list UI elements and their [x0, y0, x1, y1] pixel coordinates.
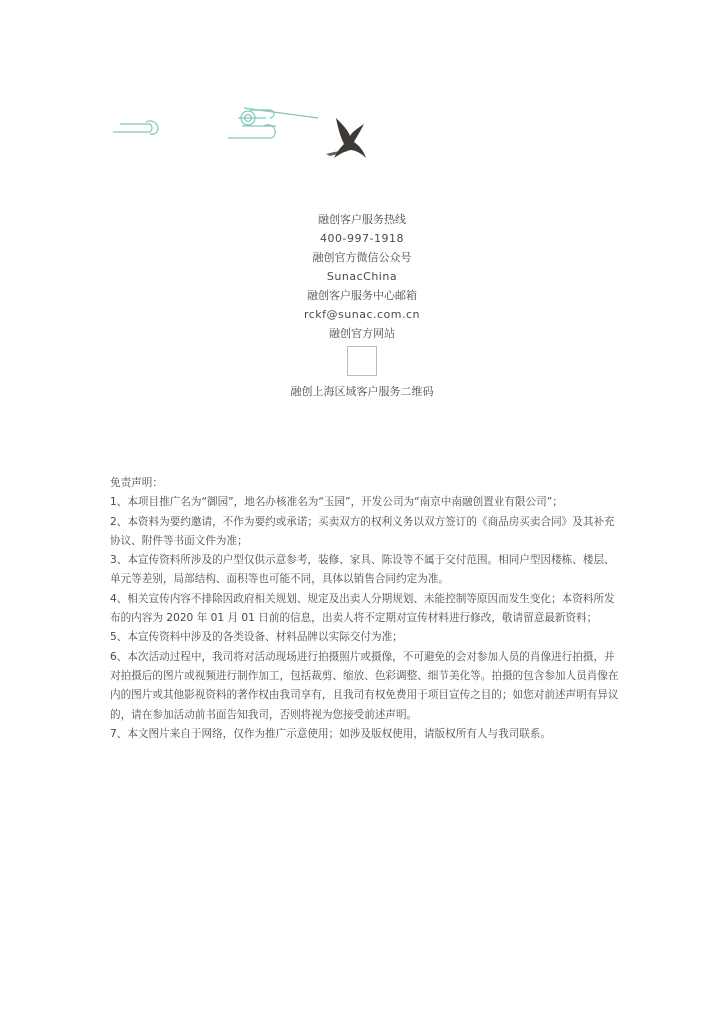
- website-label: 融创官方网站: [329, 327, 395, 340]
- disclaimer-item-6: 6、本次活动过程中，我司将对活动现场进行拍摄照片或摄像，不可避免的会对参加人员的肖像进行拍摄，并对拍摄后的图片或视频进行制作加工，包括裁剪、缩放、色彩调整、细节美化等。拍摄的包含参加人员肖像在内的图片或其他影视资料的著作权由我司享有，且我司有权免费用于项目宣传之目的；如您对前述声明有异议的，请在参加活动前书面告知我司，否则将视为您接受前述声明。: [110, 650, 619, 721]
- hotline-number: 400-997-1918: [320, 232, 404, 245]
- disclaimer-item-1: 1、本项目推广名为“御园”，地名办核准名为“玉园”，开发公司为“南京中南融创置业有限公司”；: [110, 496, 563, 509]
- disclaimer-item-5: 5、本宣传资料中涉及的各类设备、材料品牌以实际交付为准；: [110, 631, 403, 644]
- wechat-label: 融创官方微信公众号: [312, 251, 412, 264]
- cloud-motif-left: [113, 121, 158, 134]
- qr-caption: 融创上海区域客户服务二维码: [290, 385, 434, 398]
- qr-code-placeholder: [347, 346, 377, 376]
- disclaimer-item-4: 4、相关宣传内容不排除因政府相关规划、规定及出卖人分期规划、未能控制等原因而发生变化；本资料所发布的内容为 2020 年 01 月 01 日前的信息，出卖人将不定期对宣传材料进行修改，敬请留意最新资料；: [110, 592, 615, 625]
- email-label: 融创客户服务中心邮箱: [307, 289, 417, 302]
- contact-block: [0, 210, 724, 401]
- decorative-header: [0, 0, 724, 200]
- disclaimer-item-7: 7、本文图片来自于网络，仅作为推广示意使用；如涉及版权使用，请版权所有人与我司联系。: [110, 727, 552, 740]
- disclaimer-section: [110, 474, 620, 744]
- disclaimer-item-2: 2、本资料为要约邀请，不作为要约或承诺；买卖双方的权利义务以双方签订的《商品房买卖合同》及其补充协议、附件等书面文件为准；: [110, 515, 615, 547]
- email-address: rckf@sunac.com.cn: [303, 308, 421, 321]
- disclaimer-title: 免责声明：: [110, 477, 163, 489]
- swallow-bird-icon: [326, 118, 366, 158]
- wechat-id: SunacChina: [326, 270, 398, 283]
- disclaimer-item-3: 3、本宣传资料所涉及的户型仅供示意参考，装修、家具、陈设等不属于交付范围。相同户型因楼栋、楼层、单元等差别，局部结构、面积等也可能不同，具体以销售合同约定为准。: [110, 554, 615, 586]
- cloud-motif-right: [228, 108, 318, 138]
- hotline-label: 融创客户服务热线: [318, 213, 406, 226]
